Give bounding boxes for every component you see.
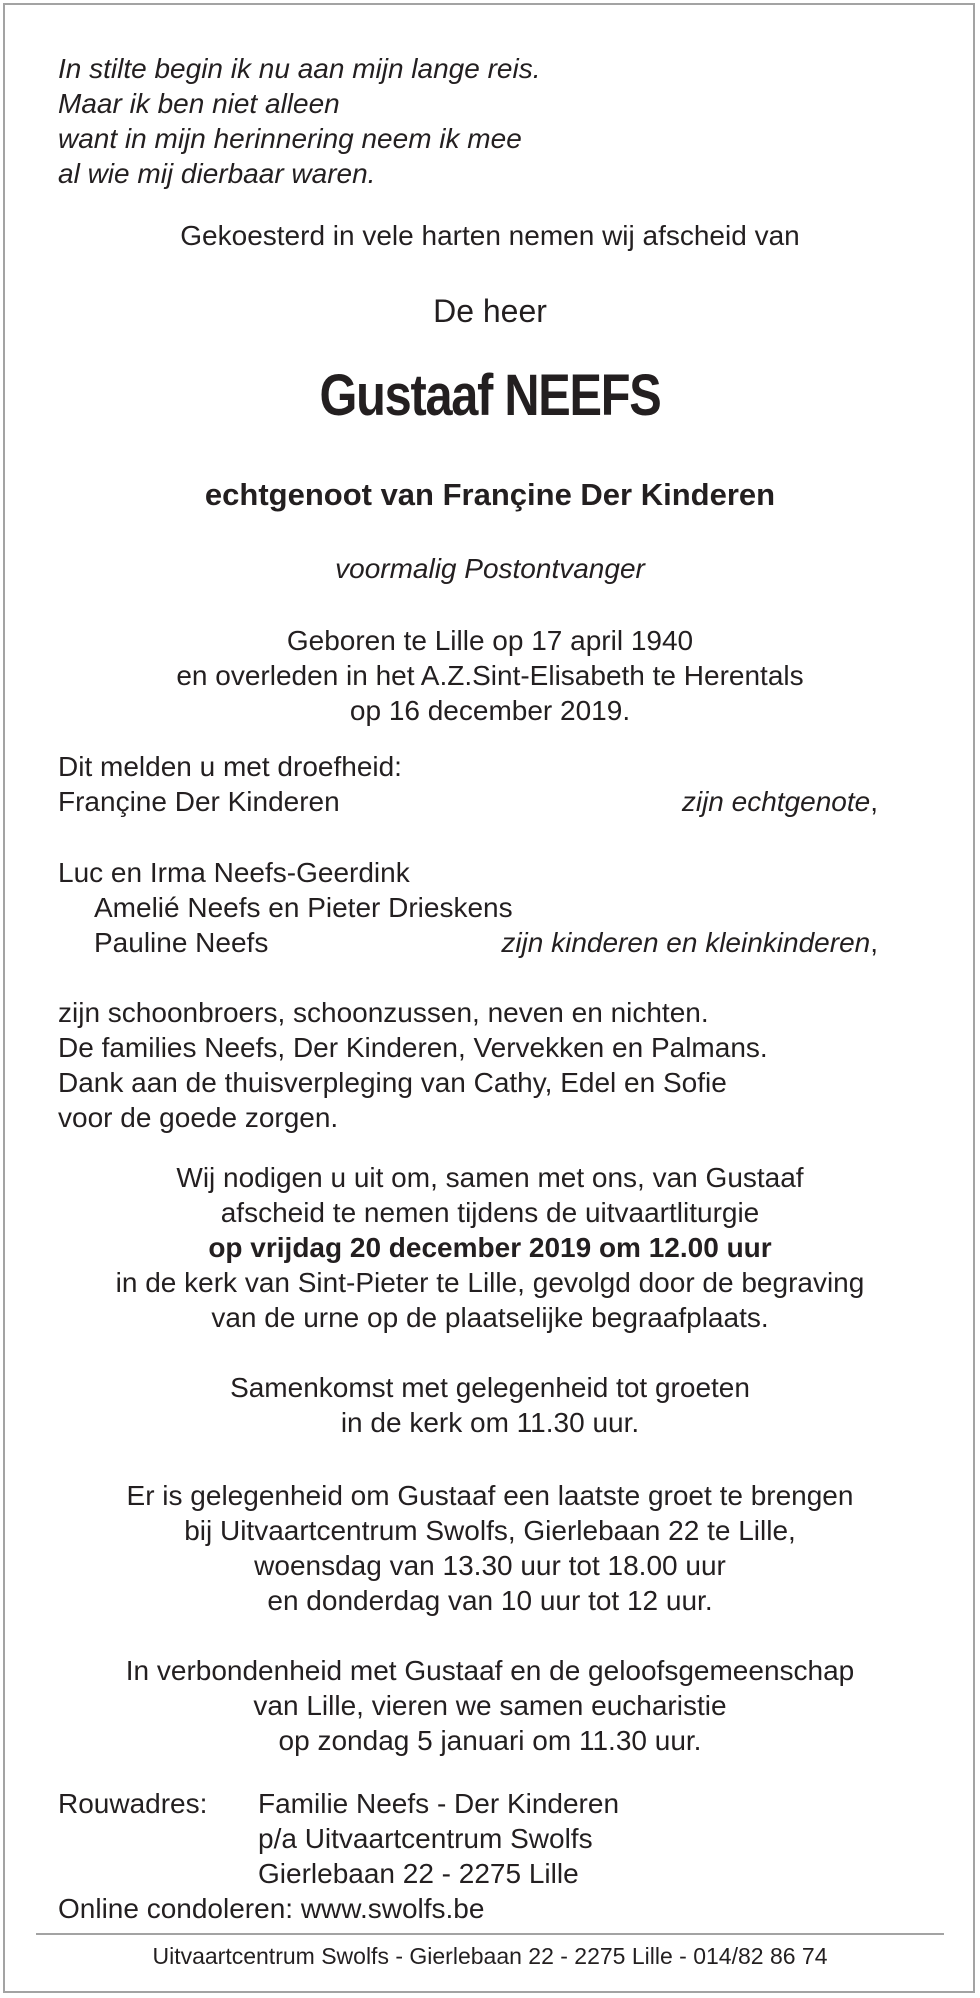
viewing-line: bij Uitvaartcentrum Swolfs, Gierlebaan 22 te Lille, [184, 1515, 796, 1546]
birth-death-line: op 16 december 2019. [349, 695, 631, 726]
announcement [58, 749, 878, 784]
ceremony-date: op vrijdag 20 december 2019 om 12.00 uur [208, 1232, 772, 1263]
mourner-spouse-name: Françine Der Kinderen [58, 786, 340, 817]
poem-line: want in mijn herinnering neem ik mee [58, 123, 522, 154]
viewing-line: Er is gelegenheid om Gustaaf een laatste groet te brengen [126, 1480, 854, 1511]
mourner-spouse-relation [682, 784, 878, 819]
birth-death-line: en overleden in het A.Z.Sint-Elisabeth te Herentals [176, 660, 804, 691]
mass-block [0, 1653, 980, 1758]
poem-line: al wie mij dierbaar waren. [58, 158, 376, 189]
gathering-line: Samenkomst met gelegenheid tot groeten [230, 1372, 750, 1403]
viewing-line: woensdag van 13.30 uur tot 18.00 uur [254, 1550, 726, 1581]
address-line: p/a Uitvaartcentrum Swolfs [258, 1823, 593, 1854]
mass-line: van Lille, vieren we samen eucharistie [253, 1690, 727, 1721]
ceremony-line: Wij nodigen u uit om, samen met ons, van Gustaaf [176, 1162, 804, 1193]
deceased-name: Gustaaf NEEFS [319, 363, 661, 428]
address-block [258, 1786, 619, 1891]
ceremony-line: van de urne op de plaatselijke begraafplaats. [211, 1302, 769, 1333]
mourner-grandchild-row [94, 890, 878, 925]
ceremony-block [0, 1160, 980, 1335]
birth-death-block [0, 623, 980, 728]
footer-divider [36, 1933, 944, 1935]
address-label: Rouwadres: [58, 1788, 208, 1819]
poem [58, 51, 541, 191]
mourner-grandchild-row [94, 925, 878, 960]
spouse-line: echtgenoot van Françine Der Kinderen [204, 477, 776, 512]
mourner-child-name: Luc en Irma Neefs-Geerdink [58, 857, 410, 888]
mourner-grandchild-name: Pauline Neefs [94, 927, 269, 958]
address-line: Gierlebaan 22 - 2275 Lille [258, 1858, 579, 1889]
comma: , [870, 927, 878, 958]
intro-text: Gekoesterd in vele harten nemen wij afscheid van [180, 220, 800, 251]
mourner-spouse-row [58, 784, 878, 819]
announcement-text: Dit melden u met droefheid: [58, 751, 402, 782]
profession: voormalig Postontvanger [335, 553, 645, 584]
mourner-children-relation [501, 925, 878, 960]
mourner-grandchild-name: Amelié Neefs en Pieter Drieskens [94, 892, 513, 923]
family-line: zijn schoonbroers, schoonzussen, neven en nichten. [58, 997, 709, 1028]
birth-death-line: Geboren te Lille op 17 april 1940 [286, 625, 694, 656]
comma: , [870, 786, 878, 817]
ceremony-line: afscheid te nemen tijdens de uitvaartliturgie [220, 1197, 760, 1228]
family-line: Dank aan de thuisverpleging van Cathy, Edel en Sofie [58, 1067, 727, 1098]
relation-text: zijn echtgenote [681, 786, 871, 817]
gathering-line: in de kerk om 11.30 uur. [340, 1407, 640, 1438]
address-line: Familie Neefs - Der Kinderen [258, 1788, 620, 1819]
poem-line: Maar ik ben niet alleen [58, 88, 340, 119]
poem-line: In stilte begin ik nu aan mijn lange reis. [58, 53, 541, 84]
ceremony-line: in de kerk van Sint-Pieter te Lille, gevolgd door de begraving [115, 1267, 865, 1298]
gathering-block [0, 1370, 980, 1440]
online-condolences: Online condoleren: www.swolfs.be [58, 1893, 485, 1924]
honorific: De heer [433, 293, 547, 329]
mourner-child-row [58, 855, 878, 890]
family-block [58, 995, 768, 1135]
family-line: De families Neefs, Der Kinderen, Vervekken en Palmans. [58, 1032, 768, 1063]
viewing-block [0, 1478, 980, 1618]
family-line: voor de goede zorgen. [58, 1102, 339, 1133]
mass-line: In verbondenheid met Gustaaf en de geloofsgemeenschap [125, 1655, 855, 1686]
viewing-line: en donderdag van 10 uur tot 12 uur. [267, 1585, 713, 1616]
mass-line: op zondag 5 januari om 11.30 uur. [278, 1725, 702, 1756]
relation-text: zijn kinderen en kleinkinderen [501, 927, 871, 958]
footer-contact: Uitvaartcentrum Swolfs - Gierlebaan 22 - 2275 Lille - 014/82 86 74 [152, 1943, 828, 1969]
